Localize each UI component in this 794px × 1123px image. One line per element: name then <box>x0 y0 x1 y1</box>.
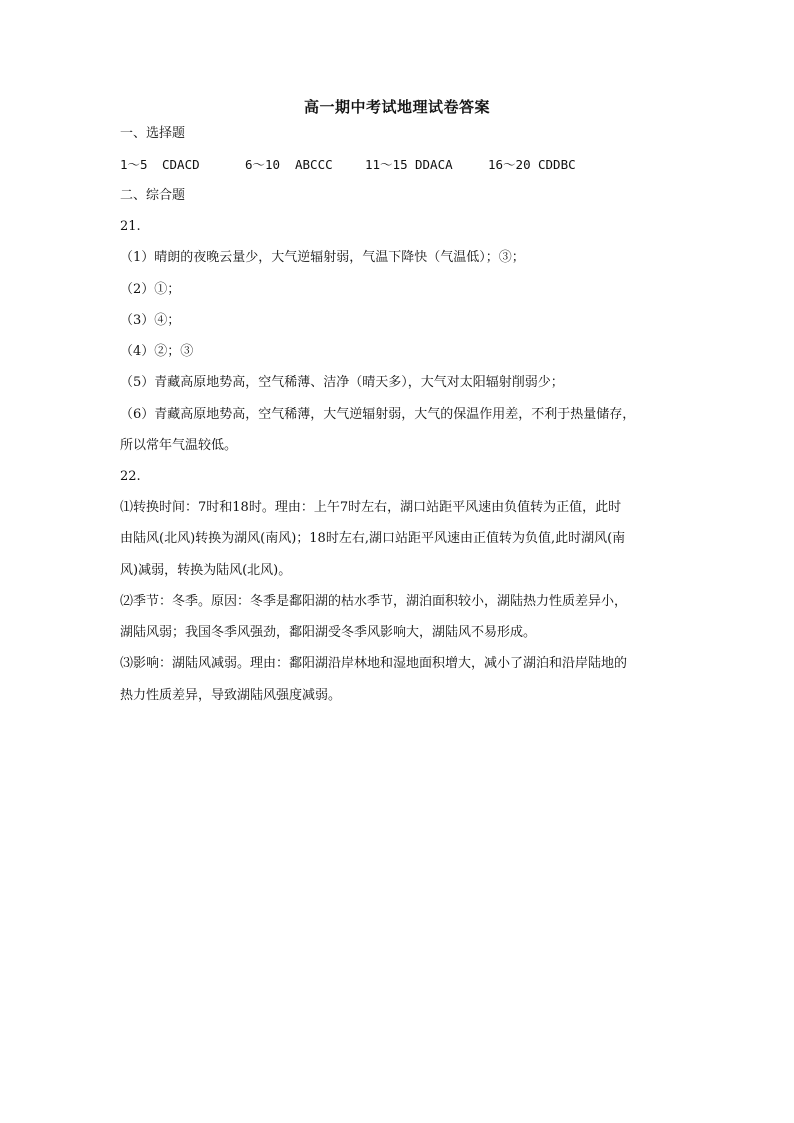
q21-answer-line: （6）青藏高原地势高，空气稀薄，大气逆辐射弱，大气的保温作用差，不利于热量储存， <box>120 407 636 422</box>
answer-letters: CDACD <box>162 157 200 172</box>
q21-answer-line: 所以常年气温较低。 <box>120 438 238 453</box>
question-range: 16～20 <box>488 157 531 172</box>
answer-group <box>120 156 245 174</box>
answer-group <box>488 156 608 174</box>
q22-answer-line: ⑵季节：冬季。原因：冬季是鄱阳湖的枯水季节，湖泊面积较小，湖陆热力性质差异小， <box>120 594 628 609</box>
q22-answer-line: ⑴转换时间：7时和18时。理由：上午7时左右，湖口站距平风速由负值转为正值，此时 <box>120 500 622 515</box>
answer-group <box>365 156 488 174</box>
q22-answer-line: 热力性质差异，导致湖陆风强度减弱。 <box>120 688 342 703</box>
answer-letters: DDACA <box>415 157 453 172</box>
q22-answer-line: 由陆风(北风)转换为湖风(南风)；18时左右,湖口站距平风速由正值转为负值,此时湖风(南 <box>120 531 626 546</box>
q21-answer-line: （5）青藏高原地势高，空气稀薄、洁净（晴天多），大气对太阳辐射削弱少； <box>120 375 564 390</box>
q21-answer-line: （1）晴朗的夜晚云量少，大气逆辐射弱，气温下降快（气温低）；③； <box>120 250 525 265</box>
question-range: 1～5 <box>120 157 148 172</box>
question-number-21: 21. <box>120 219 141 234</box>
section-heading-choice: 一、选择题 <box>120 126 186 141</box>
q22-answer-line: 湖陆风弱；我国冬季风强劲，鄱阳湖受冬季风影响大，湖陆风不易形成。 <box>120 625 537 640</box>
section-heading-comprehensive: 二、综合题 <box>120 188 186 203</box>
q21-answer-line: （4）②；③ <box>120 344 194 359</box>
question-range: 6～10 <box>245 157 281 172</box>
question-range: 11～15 <box>365 157 408 172</box>
page-title: 高一期中考试地理试卷答案 <box>303 98 490 116</box>
choice-answers-row <box>120 156 608 175</box>
q22-answer-line: 风)减弱，转换为陆风(北风)。 <box>120 563 292 578</box>
q21-answer-line: （2）①； <box>120 282 181 297</box>
answer-group <box>245 156 365 174</box>
answer-letters: CDDBC <box>538 157 576 172</box>
q22-answer-line: ⑶影响：湖陆风减弱。理由：鄱阳湖沿岸林地和湿地面积增大，减小了湖泊和沿岸陆地的 <box>120 656 628 671</box>
q21-answer-line: （3）④； <box>120 313 181 328</box>
answer-letters: ABCCC <box>295 157 333 172</box>
question-number-22: 22. <box>120 469 141 484</box>
